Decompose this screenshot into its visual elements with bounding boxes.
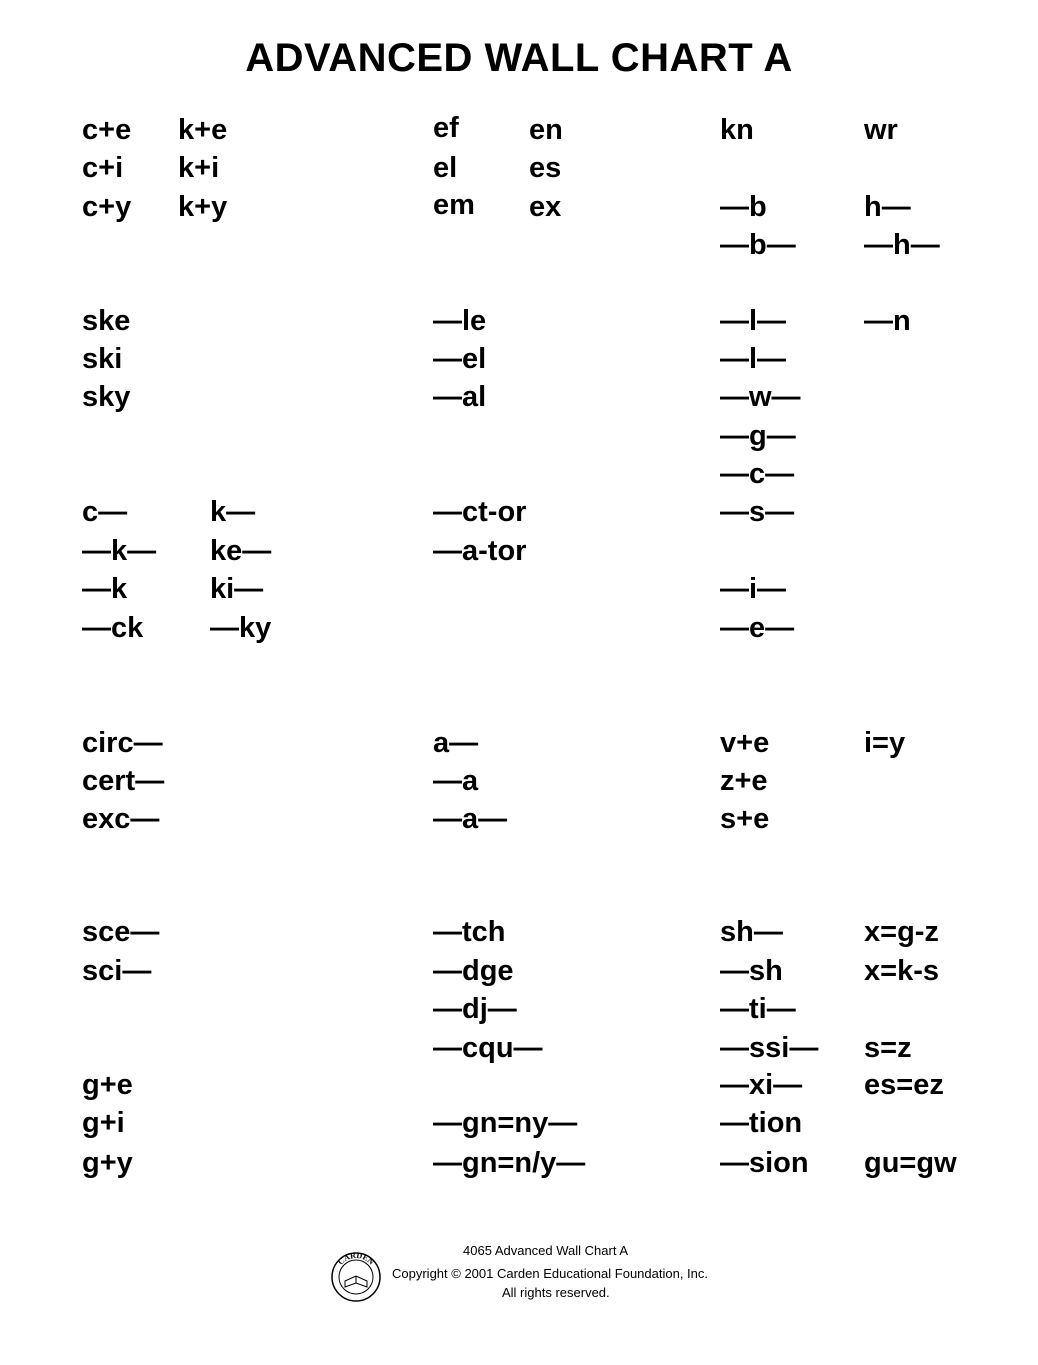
chart-entry: —k—	[82, 535, 157, 567]
chart-entry: es=ez	[864, 1069, 944, 1101]
chart-entry: —sion	[720, 1147, 809, 1179]
chart-entry: —tch	[433, 916, 506, 948]
chart-entry: k+e	[178, 114, 228, 146]
chart-entry: —a-tor	[433, 535, 527, 567]
chart-entry: sky	[82, 381, 131, 413]
chart-entry: c+i	[82, 152, 124, 184]
chart-entry: x=k-s	[864, 955, 939, 987]
chart-entry: c+y	[82, 191, 132, 223]
chart-entry: sce—	[82, 916, 160, 948]
chart-entry: —dj—	[433, 993, 517, 1025]
chart-entry: v+e	[720, 727, 770, 759]
chart-entry: —ti—	[720, 993, 796, 1025]
svg-text:CARDEN: CARDEN	[336, 1251, 376, 1267]
chart-entry: —xi—	[720, 1069, 803, 1101]
chart-entry: —el	[433, 343, 487, 375]
chart-entry: k—	[210, 496, 256, 528]
chart-entry: —w—	[720, 381, 801, 413]
chart-entry: ke—	[210, 535, 272, 567]
chart-entry: es	[529, 152, 562, 184]
chart-entry: —l—	[720, 343, 787, 375]
chart-entry: —h—	[864, 229, 940, 261]
chart-entry: —n	[864, 305, 911, 337]
chart-entry: s=z	[864, 1032, 912, 1064]
carden-seal-logo	[330, 1251, 382, 1303]
chart-entry: exc—	[82, 803, 160, 835]
chart-entry: —cqu—	[433, 1032, 543, 1064]
chart-entry: ki—	[210, 573, 264, 605]
chart-entry: g+e	[82, 1069, 133, 1101]
footer-title: 4065 Advanced Wall Chart A	[463, 1243, 629, 1258]
chart-entry: —k	[82, 573, 128, 605]
chart-entry: k+i	[178, 152, 220, 184]
chart-entry: em	[433, 189, 475, 221]
chart-entry: ef	[433, 112, 459, 144]
rights-text: All rights reserved.	[502, 1285, 610, 1300]
chart-entry: —gn=ny—	[433, 1107, 578, 1139]
chart-entry: cert—	[82, 765, 165, 797]
chart-entry: k+y	[178, 191, 228, 223]
chart-entry: ske	[82, 305, 131, 337]
chart-entry: circ—	[82, 727, 163, 759]
chart-entry: —i—	[720, 573, 787, 605]
chart-entry: a—	[433, 727, 479, 759]
chart-entry: —e—	[720, 612, 795, 644]
chart-entry: z+e	[720, 765, 768, 797]
page-title: ADVANCED WALL CHART A	[245, 36, 793, 80]
chart-entry: sh—	[720, 916, 783, 948]
chart-entry: wr	[864, 114, 898, 146]
chart-entry: ex	[529, 191, 562, 223]
chart-entry: c—	[82, 496, 128, 528]
chart-entry: i=y	[864, 727, 906, 759]
chart-entry: —ct-or	[433, 496, 527, 528]
chart-entry: kn	[720, 114, 754, 146]
chart-entry: —gn=n/y—	[433, 1147, 586, 1179]
chart-entry: —tion	[720, 1107, 803, 1139]
chart-entry: el	[433, 152, 458, 184]
chart-entry: —sh	[720, 955, 783, 987]
chart-entry: —ssi—	[720, 1032, 819, 1064]
chart-entry: —g—	[720, 420, 796, 452]
chart-entry: x=g-z	[864, 916, 939, 948]
chart-entry: —b—	[720, 229, 796, 261]
copyright-text: Copyright © 2001 Carden Educational Foundation, Inc.	[392, 1266, 708, 1281]
chart-entry: —ky	[210, 612, 272, 644]
chart-entry: —ck	[82, 612, 144, 644]
chart-entry: en	[529, 114, 563, 146]
chart-entry: gu=gw	[864, 1147, 957, 1179]
chart-entry: —l—	[720, 305, 787, 337]
chart-entry: ski	[82, 343, 123, 375]
chart-entry: —b	[720, 191, 767, 223]
chart-entry: —c—	[720, 458, 795, 490]
chart-entry: —a	[433, 765, 479, 797]
chart-entry: —le	[433, 305, 487, 337]
chart-entry: —dge	[433, 955, 514, 987]
chart-entry: c+e	[82, 114, 132, 146]
chart-entry: —al	[433, 381, 487, 413]
chart-entry: —s—	[720, 496, 795, 528]
chart-entry: sci—	[82, 955, 152, 987]
chart-entry: —a—	[433, 803, 508, 835]
chart-entry: h—	[864, 191, 911, 223]
chart-entry: g+i	[82, 1107, 125, 1139]
chart-entry: s+e	[720, 803, 770, 835]
chart-entry: g+y	[82, 1147, 133, 1179]
